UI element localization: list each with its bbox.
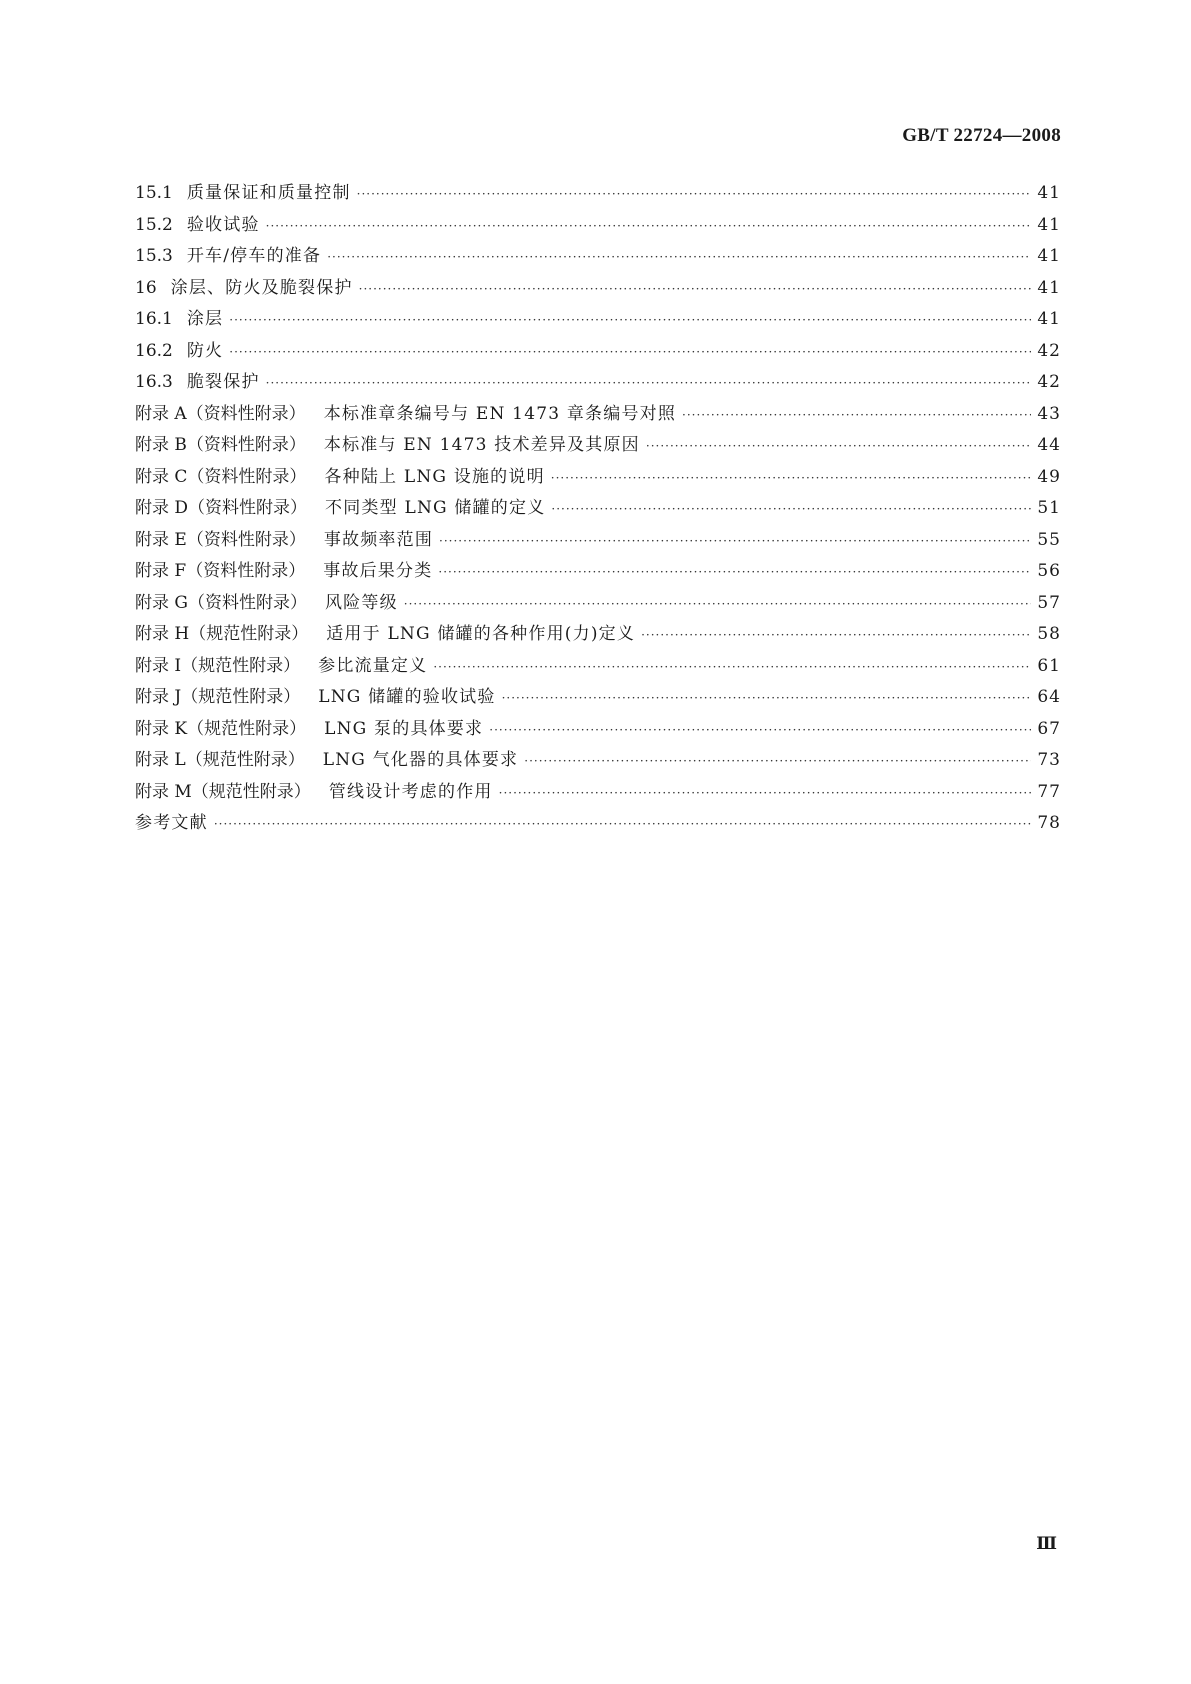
toc-entry-number: 附录 M（规范性附录） (135, 781, 311, 802)
toc-leader-dots (433, 652, 1031, 684)
toc-entry-number: 附录 A（资料性附录） (135, 403, 306, 424)
toc-entry-title: LNG 储罐的验收试验 (318, 687, 496, 707)
toc-leader-dots (357, 179, 1032, 211)
toc-entry-page: 41 (1037, 214, 1061, 235)
toc-entry-number: 附录 K（规范性附录） (135, 718, 307, 739)
toc-entry (135, 462, 1061, 494)
toc-entry-title: 防火 (186, 340, 224, 361)
toc-entry (135, 619, 1061, 651)
toc-leader-dots (404, 589, 1032, 621)
toc-entry-number: 附录 F（资料性附录） (135, 561, 306, 581)
toc-entry (135, 651, 1061, 683)
toc-leader-dots (489, 715, 1031, 747)
toc-leader-dots (682, 400, 1031, 432)
toc-entry (135, 745, 1061, 777)
toc-entry-title: 事故频率范围 (323, 529, 434, 550)
toc-entry (135, 714, 1061, 746)
toc-entry-number: 15.1 (135, 183, 173, 203)
toc-entry-number: 附录 E（资料性附录） (135, 529, 306, 550)
toc-entry-page: 78 (1037, 813, 1061, 833)
toc-entry-number: 16.3 (135, 372, 173, 392)
toc-entry (135, 178, 1061, 210)
toc-entry-title: 本标准章条编号与 EN 1473 章条编号对照 (323, 403, 677, 424)
toc-entry (135, 304, 1061, 336)
toc-entry (135, 241, 1061, 273)
toc-entry-number: 附录 C（资料性附录） (135, 466, 307, 487)
toc-entry-page: 73 (1037, 750, 1061, 770)
toc-entry-title: 风险等级 (324, 592, 398, 613)
toc-entry-title: 脆裂保护 (186, 372, 260, 392)
toc-entry-page: 49 (1037, 466, 1061, 487)
toc-entry (135, 273, 1061, 305)
toc-entry-number: 16.2 (135, 340, 173, 361)
toc-entry-page: 55 (1037, 529, 1061, 550)
toc-entry (135, 588, 1061, 620)
toc-entry-number: 附录 L（规范性附录） (135, 750, 305, 770)
toc-entry-page: 43 (1037, 403, 1061, 424)
toc-leader-dots (646, 431, 1031, 463)
toc-entry-title: 不同类型 LNG 储罐的定义 (325, 498, 546, 518)
toc-leader-dots (499, 778, 1032, 810)
toc-entry-page: 41 (1037, 309, 1061, 329)
toc-leader-dots (359, 274, 1032, 306)
toc-leader-dots (266, 368, 1032, 400)
toc-leader-dots (327, 242, 1031, 274)
toc-entry-page: 51 (1037, 498, 1061, 518)
toc-leader-dots (229, 305, 1031, 337)
toc-entry-page: 44 (1037, 435, 1061, 455)
table-of-contents (135, 178, 1061, 840)
toc-entry-page: 58 (1037, 624, 1061, 644)
toc-entry-title: 涂层 (186, 309, 224, 329)
toc-entry-page: 77 (1037, 781, 1061, 802)
page-number: Ⅲ (1036, 1534, 1057, 1553)
toc-entry-title: 管线设计考虑的作用 (328, 781, 493, 802)
standard-code: GB/T 22724—2008 (902, 125, 1061, 146)
toc-entry-number: 16 (135, 277, 157, 298)
toc-leader-dots (551, 494, 1031, 526)
toc-entry-number: 附录 I（规范性附录） (135, 655, 301, 676)
toc-entry-number: 附录 H（规范性附录） (135, 624, 309, 644)
toc-entry-page: 42 (1037, 372, 1061, 392)
toc-entry-page: 67 (1037, 718, 1061, 739)
toc-leader-dots (438, 557, 1031, 589)
toc-entry-title: 开车/停车的准备 (186, 246, 322, 266)
toc-entry-number: 15.2 (135, 214, 173, 235)
toc-entry (135, 808, 1061, 840)
toc-leader-dots (551, 463, 1032, 495)
toc-entry (135, 399, 1061, 431)
toc-leader-dots (229, 337, 1031, 369)
toc-entry-page: 61 (1037, 655, 1061, 676)
toc-entry-title: LNG 泵的具体要求 (324, 718, 484, 739)
toc-entry (135, 367, 1061, 399)
toc-entry-title: 适用于 LNG 储罐的各种作用(力)定义 (326, 624, 636, 644)
toc-entry-number: 15.3 (135, 246, 173, 266)
toc-entry (135, 556, 1061, 588)
toc-entry (135, 210, 1061, 242)
toc-leader-dots (439, 526, 1031, 558)
toc-entry-number: 附录 B（资料性附录） (135, 435, 306, 455)
toc-entry-title: 事故后果分类 (323, 561, 433, 581)
toc-leader-dots (641, 620, 1031, 652)
toc-entry-title: 各种陆上 LNG 设施的说明 (324, 466, 545, 487)
toc-entry-title: 涂层、防火及脆裂保护 (170, 277, 353, 298)
toc-entry-number: 16.1 (135, 309, 173, 329)
toc-entry-title: 本标准与 EN 1473 技术差异及其原因 (323, 435, 640, 455)
toc-entry-page: 56 (1037, 561, 1061, 581)
toc-entry (135, 682, 1061, 714)
toc-leader-dots (502, 683, 1032, 715)
toc-entry-page: 41 (1037, 277, 1061, 298)
toc-entry-page: 42 (1037, 340, 1061, 361)
toc-entry (135, 525, 1061, 557)
toc-entry-page: 57 (1037, 592, 1061, 613)
toc-entry-page: 64 (1037, 687, 1061, 707)
toc-entry (135, 430, 1061, 462)
toc-entry-title: 参考文献 (135, 813, 208, 833)
toc-entry-title: 验收试验 (186, 214, 260, 235)
toc-entry-title: 参比流量定义 (318, 655, 428, 676)
toc-leader-dots (266, 211, 1032, 243)
toc-entry-number: 附录 D（资料性附录） (135, 498, 308, 518)
toc-entry-number: 附录 J（规范性附录） (135, 687, 301, 707)
toc-entry (135, 493, 1061, 525)
toc-leader-dots (214, 809, 1032, 841)
toc-entry (135, 336, 1061, 368)
toc-leader-dots (524, 746, 1031, 778)
toc-entry-title: 质量保证和质量控制 (186, 183, 351, 203)
toc-entry-page: 41 (1037, 246, 1061, 266)
toc-entry-title: LNG 气化器的具体要求 (322, 750, 519, 770)
toc-entry-page: 41 (1037, 183, 1061, 203)
toc-entry (135, 777, 1061, 809)
toc-entry-number: 附录 G（资料性附录） (135, 592, 307, 613)
